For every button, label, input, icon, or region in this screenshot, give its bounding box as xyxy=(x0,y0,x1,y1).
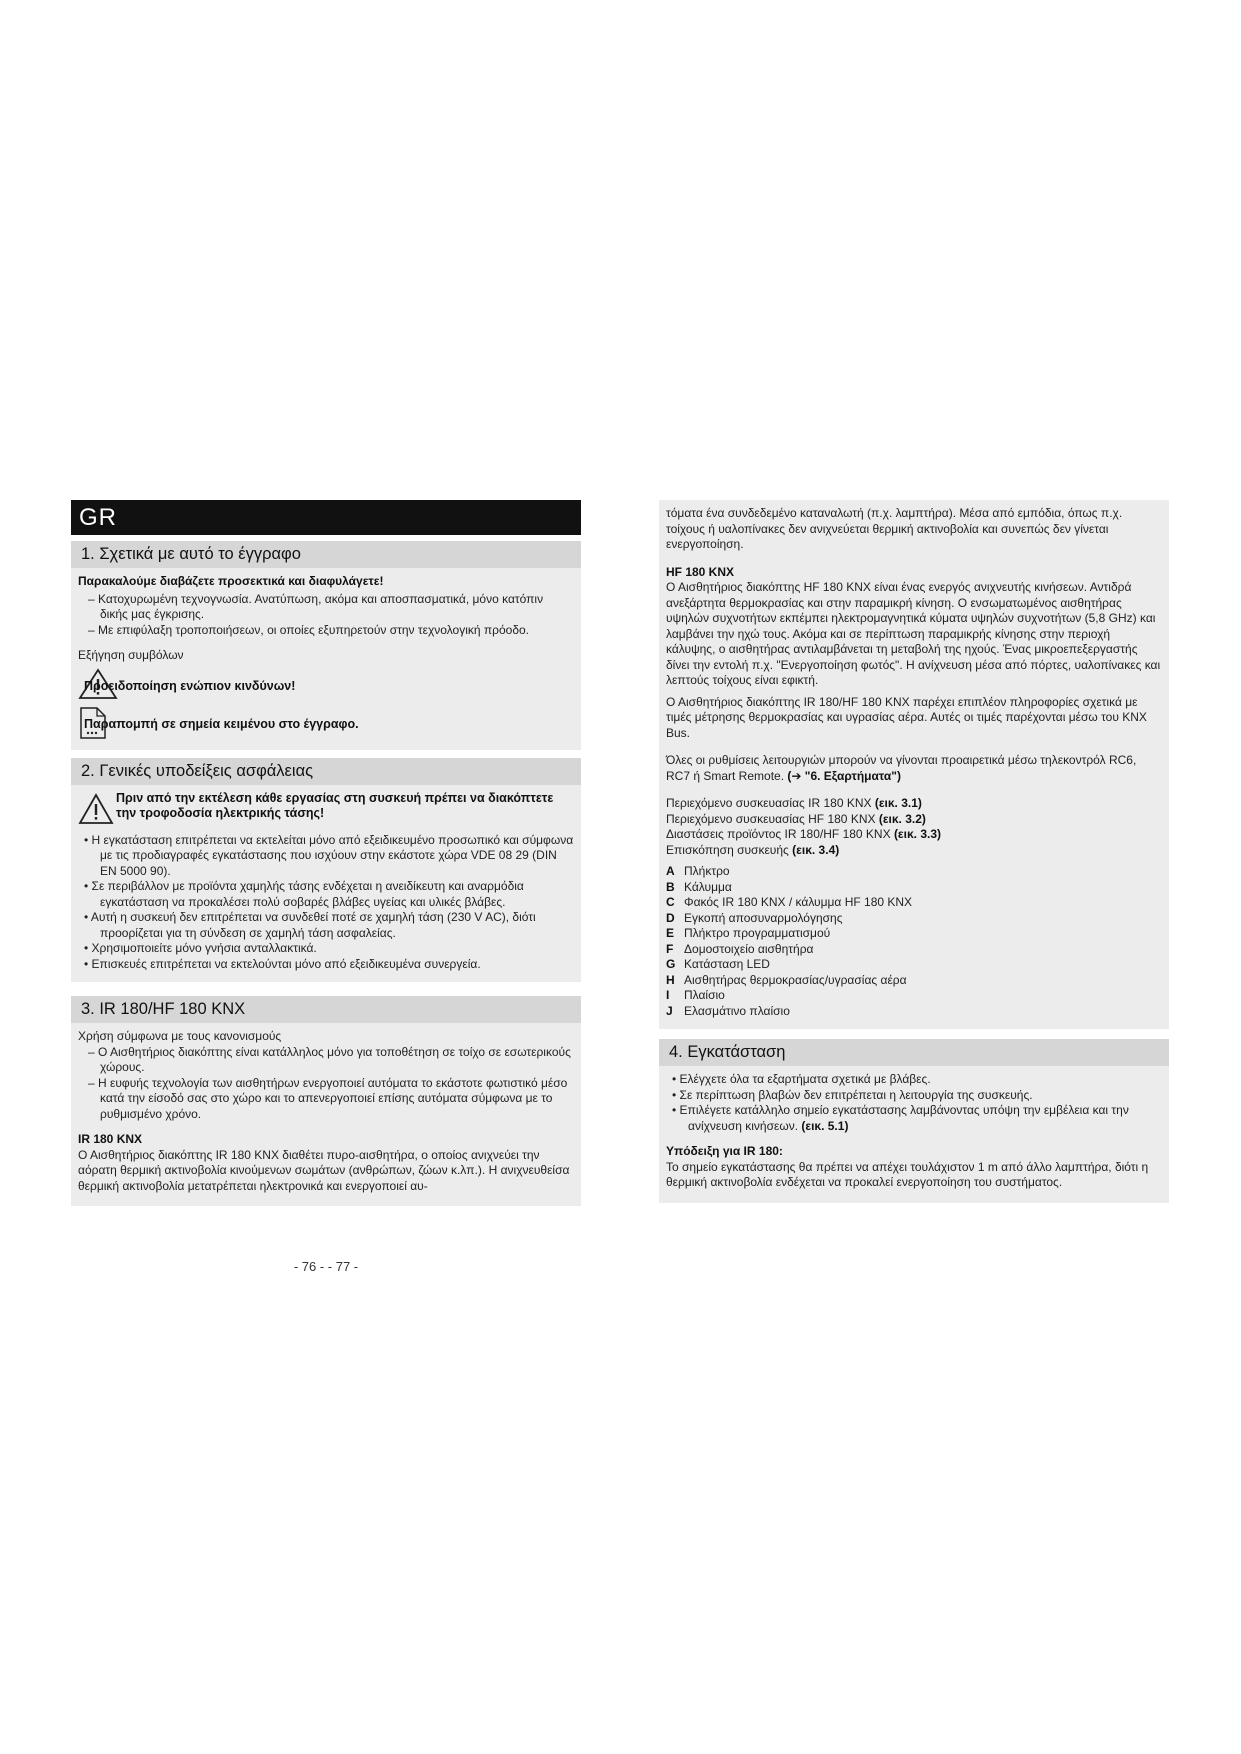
list-item: • Σε περίπτωση βλαβών δεν επιτρέπεται η λειτουργία της συσκευής. xyxy=(672,1087,1033,1102)
reference-symbol-row xyxy=(78,706,574,740)
hf-heading: HF 180 KNX xyxy=(666,564,735,579)
usage-heading: Χρήση σύμφωνα με τους κανονισμούς xyxy=(78,1029,282,1043)
note-text: Το σημείο εγκατάστασης θα πρέπει να απέχει τουλάχιστον 1 m από άλλο λαμπτήρα, διότι η θερμική ακτινοβολία ενδέχεται να προκαλεί ενεργοποίηση του συστήματος. xyxy=(666,1159,1149,1189)
list-item: – Η ευφυής τεχνολογία των αισθητήρων ενεργοποιεί αυτόματα το εκάστοτε φωτιστικό μέσο κατά την είσοδό σας στο χώρο και το απενεργοποιεί επίσης αυτόματα σύμφωνα με το ρυθμισμένο χρόνο. xyxy=(88,1075,568,1121)
figure-ref: Περιεχόμενο συσκευασίας HF 180 KNX (εικ. 3.2) xyxy=(666,811,926,826)
list-item: • Χρησιμοποιείτε μόνο γνήσια ανταλλακτικά. xyxy=(84,941,317,955)
part-item: G Κατάσταση LED xyxy=(666,957,770,971)
part-item: C Φακός IR 180 KNX / κάλυμμα HF 180 KNX xyxy=(666,895,913,909)
hf-text: Ο Αισθητήριος διακόπτης HF 180 KNX είναι ένας ενεργός ανιχνευτής κινήσεων. Αντιδρά ανεξάρτητα θερμοκρασίας και στην παραμικρή κίνηση. Ο ενσωματωμένος αισθητήρας υψηλών συχνοτήτων εκπέμπει ηλεκτρομαγνητικά κύματα υψηλών συχνοτήτων (5,8 GHz) και λαμβάνει την ηχώ τους. Ακόμα και σε περίπτωση παραμικρής κίνησης στην περιοχή κάλυψης, ο αισθητήρας αντιλαμβάνεται τη μεταβολή της ηχούς. Ένας μικροεπεξεργαστής δίνει την εντολή π.χ. "Ενεργοποίηση φωτός". Η ανίχνευση μέσα από πόρτες, υαλοπίνακες και λεπτούς τοίχους είναι εφικτή. xyxy=(666,580,1161,687)
ir-heading: IR 180 KNX xyxy=(78,1132,143,1146)
section-heading: 4. Εγκατάσταση xyxy=(659,1039,1169,1066)
section-heading: 1. Σχετικά με αυτό το έγγραφο xyxy=(71,541,581,568)
section-installation xyxy=(659,1039,1169,1203)
warning-symbol-label: Προειδοποίηση ενώπιον κινδύνων! xyxy=(84,678,296,693)
warning-text: Πριν από την εκτέλεση κάθε εργασίας στη συσκευή πρέπει να διακόπτετε την τροφοδοσία ηλεκτρικής τάσης! xyxy=(116,790,554,820)
settings-text: Όλες οι ρυθμίσεις λειτουργιών μπορούν να γίνονται προαιρετικά μέσω τηλεκοντρόλ RC6, RC7 ή Smart Remote. (➔ "6. Εξαρτήματα") xyxy=(666,753,1137,783)
intro-text: Παρακαλούμε διαβάζετε προσεκτικά και διαφυλάγετε! xyxy=(78,574,384,588)
list-item: – Με επιφύλαξη τροποποιήσεων, οι οποίες εξυπηρετούν στην τεχνολογική πρόοδο. xyxy=(88,622,530,637)
part-item: E Πλήκτρο προγραμματισμού xyxy=(666,926,831,940)
list-item: – Κατοχυρωμένη τεχνογνωσία. Ανατύπωση, ακόμα και αποσπασματικά, μόνο κατόπιν δικής μας έγκρισης. xyxy=(88,591,544,621)
part-item: D Εγκοπή αποσυναρμολόγησης xyxy=(666,910,843,925)
part-item: A Πλήκτρο xyxy=(666,864,730,878)
reference-symbol-label: Παραπομπή σε σημεία κειμένου στο έγγραφο. xyxy=(84,716,359,731)
list-item: • Αυτή η συσκευή δεν επιτρέπεται να συνδεθεί ποτέ σε χαμηλή τάση (230 V AC), διότι προορίζεται για τη σύνδεση σε χαμηλή τάση ασφαλείας. xyxy=(84,910,536,940)
combined-text: Ο Αισθητήριος διακόπτης IR 180/HF 180 KNX παρέχει επιπλέον πληροφορίες σχετικά με τιμές μέτρησης θερμοκρασίας και υγρασίας αέρα. Αυτές οι τιμές παρέχονται μέσω του KNX Bus. xyxy=(666,694,1147,740)
part-item: F Δομοστοιχείο αισθητήρα xyxy=(666,941,814,956)
section-about-document xyxy=(71,541,581,750)
warning-symbol-row xyxy=(78,668,574,702)
part-item: I Πλαίσιο xyxy=(666,988,725,1002)
ir-text-continued: τόματα ένα συνδεδεμένο καταναλωτή (π.χ. λαμπτήρα). Μέσα από εμπόδια, όπως π.χ. τοίχους ή υαλοπίνακες δεν ανιχνεύεται θερμική ακτινοβολία και συνεπώς δεν γίνεται ενεργοποίηση. xyxy=(666,506,1123,551)
figure-list xyxy=(666,796,1162,858)
list-item: • Σε περιβάλλον με προϊόντα χαμηλής τάσης ενδέχεται η ανειδίκευτη και αναρμόδια εγκατάσταση να προκαλέσει πολύ σοβαρές βλάβες υγείας και υλικές βλάβες. xyxy=(84,879,524,909)
figure-ref: Διαστάσεις προϊόντος IR 180/HF 180 KNX (εικ. 3.3) xyxy=(666,827,941,841)
section-product-continued xyxy=(659,500,1169,1029)
figure-ref: Περιεχόμενο συσκευασίας IR 180 KNX (εικ. 3.1) xyxy=(666,796,922,810)
list-item: – Ο Αισθητήριος διακόπτης είναι κατάλληλος μόνο για τοποθέτηση σε τοίχο σε εσωτερικούς χώρους. xyxy=(88,1044,571,1074)
section-product xyxy=(71,996,581,1206)
part-item: B Κάλυμμα xyxy=(666,879,732,894)
part-item: J Ελασμάτινο πλαίσιο xyxy=(666,1003,790,1018)
symbols-heading: Εξήγηση συμβόλων xyxy=(78,648,184,662)
list-item: • Ελέγχετε όλα τα εξαρτήματα σχετικά με βλάβες. xyxy=(672,1072,931,1086)
section-safety xyxy=(71,758,581,983)
figure-ref: Επισκόπηση συσκευής (εικ. 3.4) xyxy=(666,842,840,857)
list-item: • Επιλέγετε κατάλληλο σημείο εγκατάστασης λαμβάνοντας υπόψη την εμβέλεια και την ανίχνευση κινήσεων. (εικ. 5.1) xyxy=(672,1103,1129,1133)
section-heading: 3. IR 180/HF 180 KNX xyxy=(71,996,581,1023)
warning-triangle-icon xyxy=(78,793,114,830)
part-item: H Αισθητήρας θερμοκρασίας/υγρασίας αέρα xyxy=(666,972,907,987)
settings-reference: (➔ "6. Εξαρτήματα") xyxy=(787,768,901,783)
parts-list xyxy=(666,864,1162,1019)
list-item: • Η εγκατάσταση επιτρέπεται να εκτελείται μόνο από εξειδικευμένο προσωπικό και σύμφωνα με τις προδιαγραφές εγκατάστασης που ισχύουν στην εκάστοτε χώρα VDE 08 29 (DIN EN 5000 90). xyxy=(84,832,574,878)
section-heading: 2. Γενικές υποδείξεις ασφάλειας xyxy=(71,758,581,785)
page-number: - 76 - - 77 - xyxy=(293,1259,359,1274)
right-page xyxy=(659,500,1169,1203)
safety-warning xyxy=(78,791,574,827)
list-item: • Επισκευές επιτρέπεται να εκτελούνται μόνο από εξειδικευμένα συνεργεία. xyxy=(84,956,481,971)
note-heading: Υπόδειξη για IR 180: xyxy=(666,1144,783,1158)
left-page xyxy=(71,500,581,1274)
language-label: GR xyxy=(71,500,581,535)
ir-text: Ο Αισθητήριος διακόπτης IR 180 KNX διαθέτει πυρο-αισθητήρα, ο οποίος ανιχνεύει την αόρατη θερμική ακτινοβολία κινούμενων σωμάτων (ανθρώπων, ζώων κ.λπ.). Η ανιχνευθείσα θερμική ακτινοβολία μετατρέπεται ηλεκτρονικά και ενεργοποιεί αυ- xyxy=(78,1147,570,1193)
